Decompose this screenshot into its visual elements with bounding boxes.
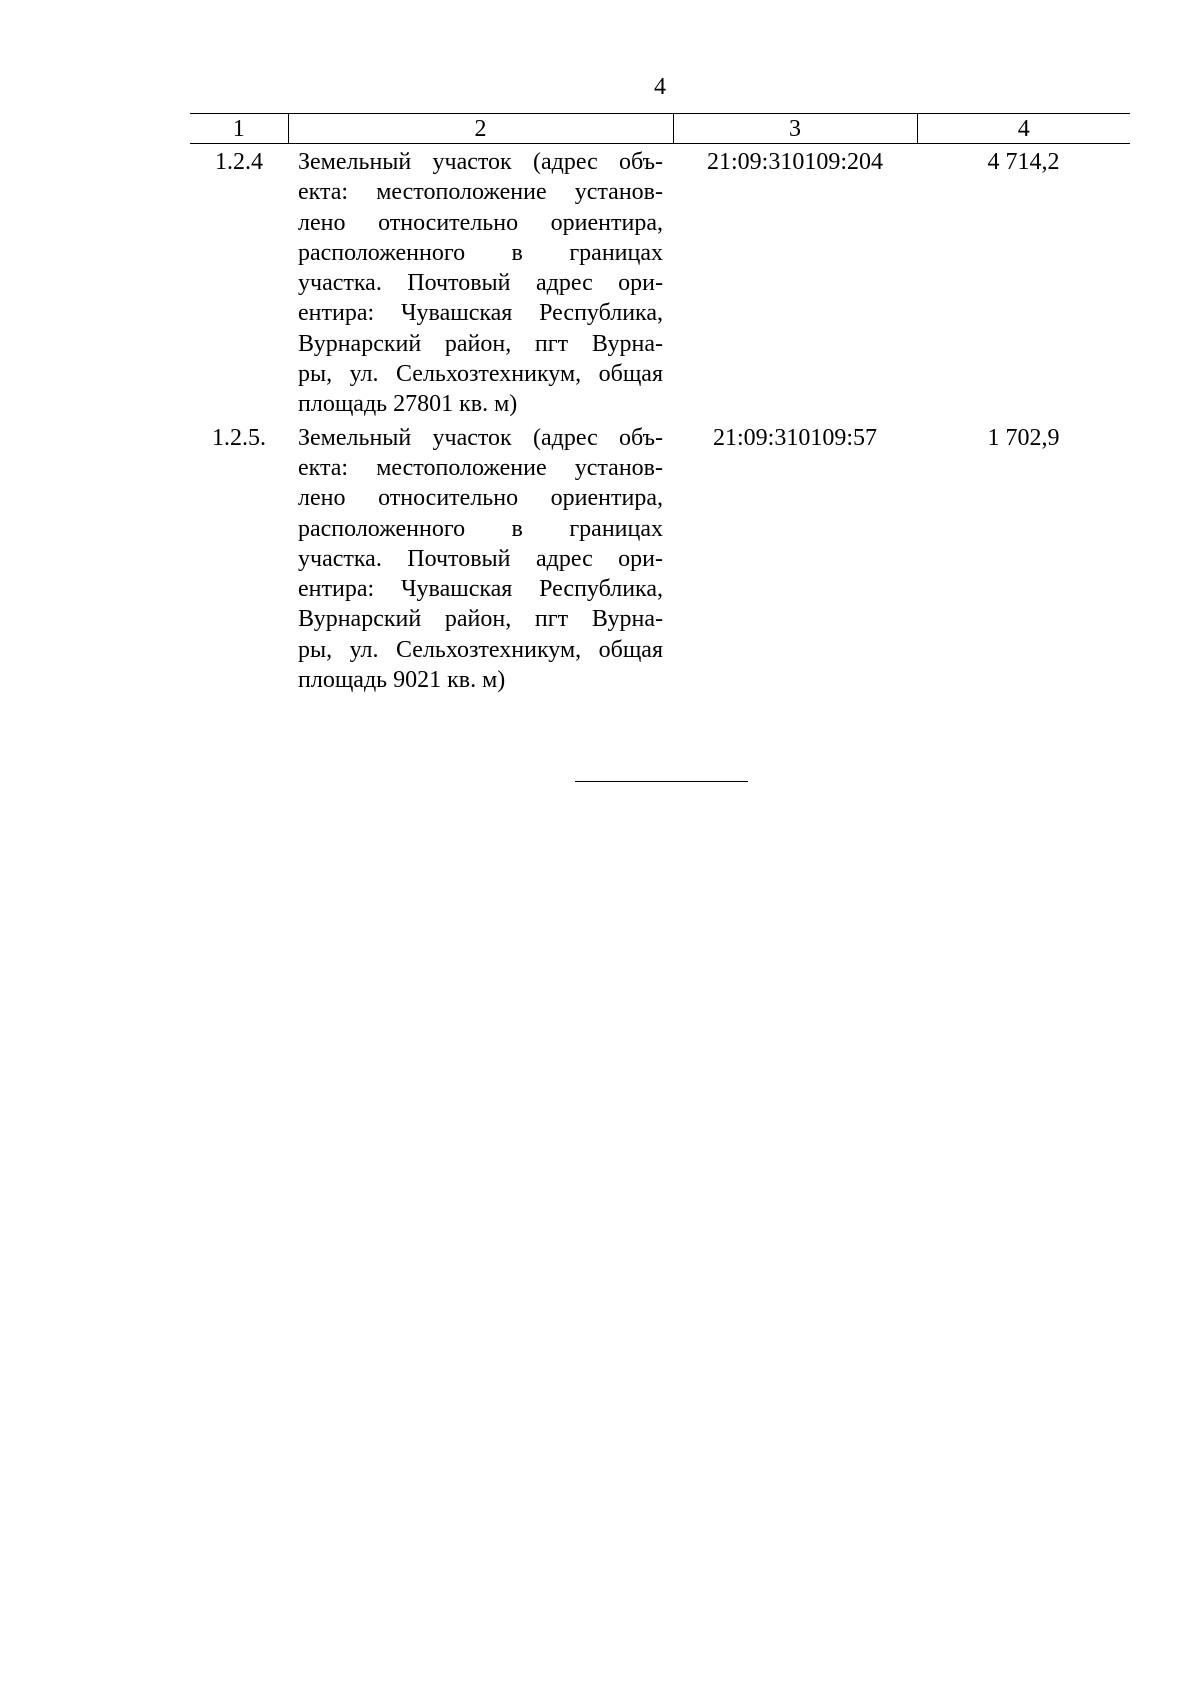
row-value: 1 702,9 — [987, 424, 1060, 451]
description-line: ры, ул. Сельхозтехникум, общая — [298, 361, 663, 388]
row-description — [288, 144, 673, 420]
description-line: расположенного в границах — [298, 515, 663, 542]
column-header-1: 1 — [190, 114, 288, 144]
row-value: 4 714,2 — [987, 149, 1060, 175]
description-line: ры, ул. Сельхозтехникум, общая — [298, 636, 663, 663]
description-line: Вурнарский район, пгт Вурна- — [298, 330, 663, 357]
table-row — [190, 420, 1130, 696]
description-line: екта: местоположение установ- — [298, 179, 663, 206]
description-line: Вурнарский район, пгт Вурна- — [298, 606, 663, 633]
description-line: Земельный участок (адрес объ- — [298, 149, 663, 175]
end-of-document-rule — [575, 781, 748, 782]
cadastral-number: 21:09:310109:204 — [706, 149, 883, 175]
description-line: ентира: Чувашская Республика, — [298, 576, 663, 603]
page-number: 4 — [654, 74, 666, 100]
row-number: 1.2.5. — [212, 424, 266, 451]
land-plots-table — [190, 113, 1130, 695]
description-line: лено относительно ориентира, — [298, 485, 663, 512]
table-header-row — [190, 114, 1130, 144]
column-header-4: 4 — [917, 114, 1130, 144]
table-row — [190, 144, 1130, 420]
description-line: лено относительно ориентира, — [298, 209, 663, 236]
description-line: участка. Почтовый адрес ори- — [298, 270, 663, 297]
cadastral-number: 21:09:310109:57 — [712, 424, 877, 451]
description-line: ентира: Чувашская Республика, — [298, 300, 663, 327]
description-line: участка. Почтовый адрес ори- — [298, 545, 663, 572]
description-line: екта: местоположение установ- — [298, 454, 663, 481]
description-line: Земельный участок (адрес объ- — [298, 424, 663, 451]
column-header-2: 2 — [288, 114, 673, 144]
description-line: площадь 27801 кв. м) — [298, 391, 518, 418]
row-description — [288, 420, 673, 696]
description-line: площадь 9021 кв. м) — [298, 667, 506, 694]
description-line: расположенного в границах — [298, 239, 663, 266]
row-number: 1.2.4 — [215, 149, 263, 175]
column-header-3: 3 — [673, 114, 917, 144]
